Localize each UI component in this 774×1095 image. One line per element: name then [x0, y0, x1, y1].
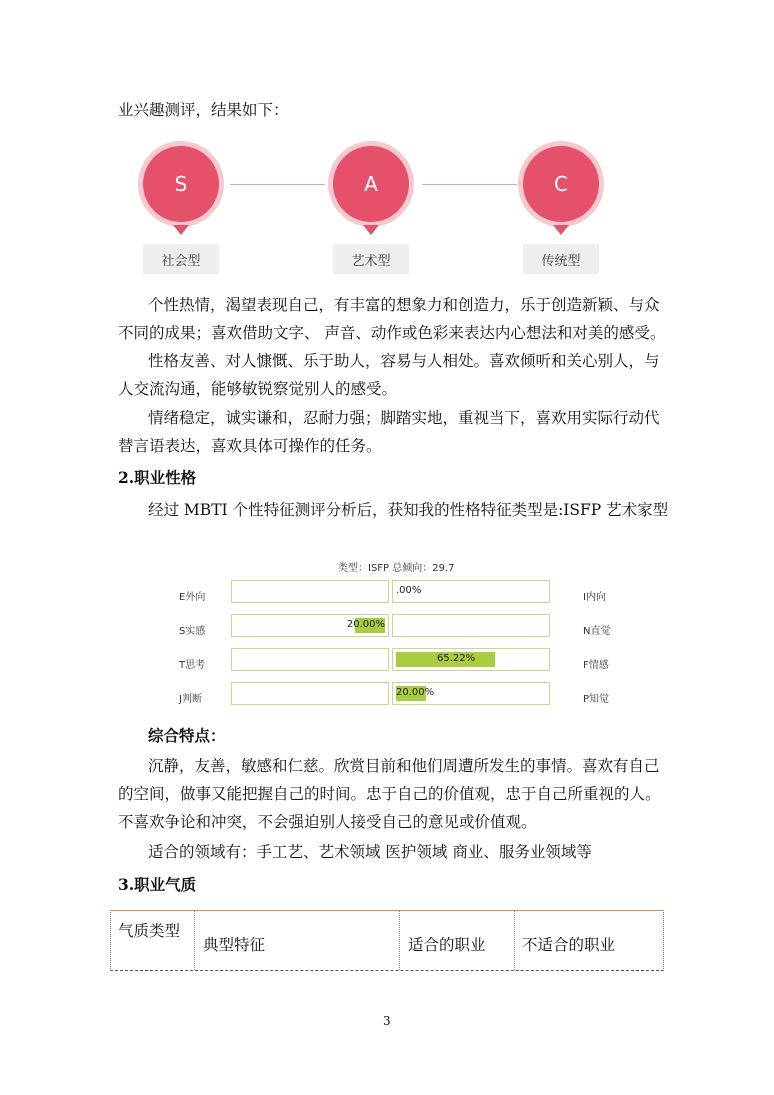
- connector-line: [422, 184, 517, 185]
- row-right-label: N直觉: [583, 626, 611, 637]
- table-header-cell: 典型特征: [195, 911, 400, 970]
- temperament-table: [110, 910, 664, 971]
- bar-box-left: [231, 614, 389, 637]
- bar-box-left: [231, 648, 389, 671]
- summary-line: 的空间，做事又能把握自己的时间。忠于自己的价值观，忠于自己所重视的人。: [118, 785, 661, 803]
- paragraph-line: 性格友善、对人慷慨、乐于助人，容易与人相处。喜欢倾听和关心别人，与: [148, 352, 660, 370]
- pointer-icon: [553, 225, 569, 235]
- type-circle-c: C: [523, 146, 599, 222]
- row-left-label: T思考: [179, 660, 206, 671]
- paragraph-line: 不同的成果；喜欢借助文字、 声音、动作或色彩来表达内心想法和对美的感受。: [118, 324, 666, 342]
- type-circle-a: A: [333, 146, 409, 222]
- row-right-label: I内向: [583, 592, 606, 603]
- type-tag-artistic: 艺术型: [333, 244, 409, 274]
- bar-box-right: [392, 648, 550, 671]
- chart-title: 类型：ISFP 总倾向：29.7: [338, 563, 455, 574]
- mbti-result-line: 经过 MBTI 个性特征测评分析后，获知我的性格特征类型是:ISFP 艺术家型: [148, 501, 669, 519]
- paragraph-line: 个性热情，渴望表现自己，有丰富的想象力和创造力，乐于创造新颖、与众: [148, 296, 660, 314]
- table-header-cell: 气质类型: [111, 911, 195, 970]
- connector-line: [230, 184, 325, 185]
- bar-box-right: [392, 682, 550, 705]
- row-left-label: J判断: [179, 694, 202, 705]
- type-tag-conventional: 传统型: [523, 244, 599, 274]
- pointer-icon: [173, 225, 189, 235]
- summary-heading: 综合特点：: [148, 726, 226, 745]
- paragraph-line: 替言语表达，喜欢具体可操作的任务。: [118, 437, 382, 455]
- bar-box-left: [231, 580, 389, 603]
- pointer-icon: [363, 225, 379, 235]
- bar-box-right: [392, 580, 550, 603]
- intro-line: 业兴趣测评，结果如下：: [118, 101, 289, 119]
- bar-value-label: 20.00%: [346, 619, 385, 630]
- summary-line: 沉静，友善，敏感和仁慈。欣赏目前和他们周遭所发生的事情。喜欢有自己: [148, 757, 660, 775]
- paragraph-line: 人交流沟通，能够敏锐察觉别人的感受。: [118, 380, 398, 398]
- row-left-label: S实感: [179, 626, 206, 637]
- paragraph-line: 情绪稳定，诚实谦和，忍耐力强；脚踏实地，重视当下，喜欢用实际行动代: [148, 409, 660, 427]
- section-heading: 2.职业性格: [118, 468, 197, 487]
- row-right-label: P知觉: [583, 694, 610, 705]
- page-number: 3: [383, 1014, 391, 1028]
- row-left-label: E外向: [179, 592, 206, 603]
- table-header-cell: 不适合的职业: [522, 936, 616, 954]
- row-right-label: F情感: [583, 660, 609, 671]
- suitable-fields-line: 适合的领域有：手工艺、艺术领域 医护领域 商业、服务业领域等: [148, 843, 592, 861]
- bar-box-right: [392, 614, 550, 637]
- bar-value-label: 20.00%: [396, 687, 435, 698]
- table-header-cell: 适合的职业: [400, 911, 515, 970]
- type-circle-s: S: [143, 146, 219, 222]
- bar-value-label: .00%: [396, 585, 422, 596]
- summary-line: 不喜欢争论和冲突，不会强迫别人接受自己的意见或价值观。: [118, 813, 537, 831]
- type-tag-social: 社会型: [143, 244, 219, 274]
- bar-value-label: 65.22%: [437, 653, 476, 664]
- bar-box-left: [231, 682, 389, 705]
- section-heading: 3.职业气质: [118, 875, 197, 894]
